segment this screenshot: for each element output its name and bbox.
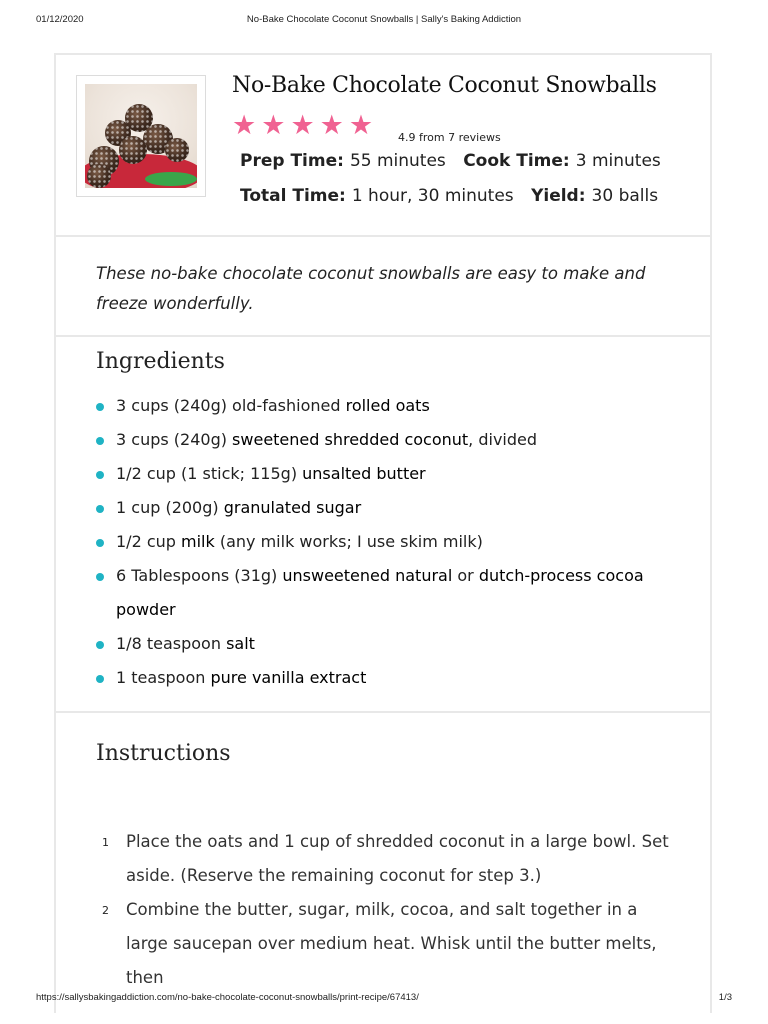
- prep-time-value: 55 minutes: [349, 151, 446, 171]
- total-time-label: Total Time:: [240, 186, 346, 206]
- bullet-icon: [96, 403, 104, 411]
- ingredients-section: [56, 337, 710, 713]
- ingredient-name: salt: [226, 634, 255, 653]
- print-header: [0, 14, 768, 34]
- recipe-description-section: [56, 237, 710, 337]
- bullet-icon: [96, 675, 104, 683]
- ingredient-item: 1/8 teaspoon salt: [96, 627, 676, 661]
- print-page-number: 1/3: [718, 992, 732, 1003]
- bullet-icon: [96, 573, 104, 581]
- ingredient-item: 3 cups (240g) sweetened shredded coconut, divided: [96, 423, 676, 457]
- recipe-description: These no-bake chocolate coconut snowballs are easy to make and freeze wonderfully.: [96, 264, 646, 313]
- recipe-card: [54, 53, 712, 1013]
- ingredient-name: pure vanilla extract: [210, 668, 367, 687]
- ingredient-name: dutch-process cocoa powder: [116, 566, 644, 619]
- bullet-icon: [96, 539, 104, 547]
- step-text: Place the oats and 1 cup of shredded coconut in a large bowl. Set aside. (Reserve the remaining coconut for step 3.): [126, 832, 669, 885]
- yield-value: 30 balls: [591, 186, 659, 206]
- recipe-header: [56, 55, 710, 237]
- time-row-1: [240, 151, 673, 171]
- instructions-section: [56, 713, 710, 1023]
- ingredient-item: 1/2 cup (1 stick; 115g) unsalted butter: [96, 457, 676, 491]
- ingredient-item: 6 Tablespoons (31g) unsweetened natural or dutch-process cocoa powder: [96, 559, 676, 627]
- instruction-step: [96, 893, 676, 995]
- step-number: 2: [102, 904, 109, 917]
- print-page-title: No-Bake Chocolate Coconut Snowballs | Sally's Baking Addiction: [246, 14, 522, 25]
- ingredient-name: milk: [181, 532, 215, 551]
- bullet-icon: [96, 437, 104, 445]
- star-icon[interactable]: ★: [319, 110, 344, 141]
- ingredient-name: rolled oats: [345, 396, 430, 415]
- cook-time-value: 3 minutes: [575, 151, 661, 171]
- ingredient-item: 1 cup (200g) granulated sugar: [96, 491, 676, 525]
- time-row-2: [240, 186, 670, 206]
- star-icon[interactable]: ★: [348, 110, 374, 141]
- ingredient-name: unsweetened natural: [282, 566, 453, 585]
- star-icon[interactable]: ★: [232, 110, 257, 141]
- bullet-icon: [96, 505, 104, 513]
- ingredient-item: 1/2 cup milk (any milk works; I use skim milk): [96, 525, 676, 559]
- rating-summary: 4.9 from 7 reviews: [398, 131, 501, 144]
- prep-time-label: Prep Time:: [240, 151, 344, 171]
- step-number: 1: [102, 836, 109, 849]
- bullet-icon: [96, 471, 104, 479]
- ingredient-name: unsalted butter: [302, 464, 426, 483]
- recipe-photo: [85, 84, 197, 188]
- instructions-heading: Instructions: [96, 741, 231, 766]
- instructions-list: [96, 825, 676, 995]
- print-footer: [0, 992, 768, 1012]
- star-icon[interactable]: ★: [290, 110, 315, 141]
- ingredient-item: 1 teaspoon pure vanilla extract: [96, 661, 676, 695]
- instruction-step: [96, 825, 676, 893]
- star-icon[interactable]: ★: [261, 110, 286, 141]
- cook-time-label: Cook Time:: [463, 151, 570, 171]
- ingredient-name: granulated sugar: [223, 498, 362, 517]
- ingredients-list: [96, 389, 676, 695]
- ingredient-name: sweetened shredded coconut: [232, 430, 469, 449]
- yield-label: Yield:: [531, 186, 586, 206]
- step-text: Combine the butter, sugar, milk, cocoa, and salt together in a large saucepan over medium heat. Whisk until the butter melts, then: [126, 900, 657, 987]
- print-url[interactable]: https://sallysbakingaddiction.com/no-bake-chocolate-coconut-snowballs/print-recipe/67413/: [36, 992, 419, 1003]
- recipe-thumbnail: [76, 75, 206, 197]
- recipe-title: No-Bake Chocolate Coconut Snowballs: [232, 73, 657, 98]
- ingredients-heading: Ingredients: [96, 349, 225, 374]
- total-time-value: 1 hour, 30 minutes: [351, 186, 514, 206]
- bullet-icon: [96, 641, 104, 649]
- ingredient-item: 3 cups (240g) old-fashioned rolled oats: [96, 389, 676, 423]
- rating-stars[interactable]: [232, 111, 378, 141]
- print-date: 01/12/2020: [36, 14, 84, 25]
